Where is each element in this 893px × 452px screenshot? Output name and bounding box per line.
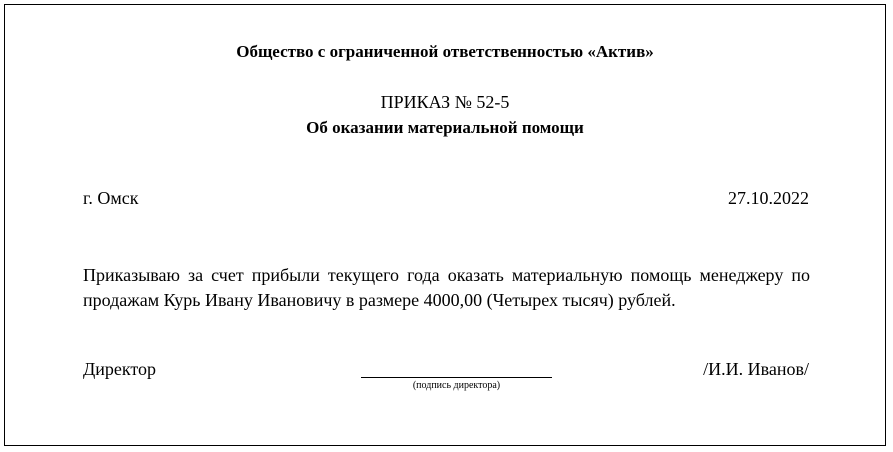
signature-caption: (подпись директора) (412, 380, 501, 391)
order-date: 27.10.2022 (728, 188, 809, 208)
order-title: ПРИКАЗ № 52-5 (380, 92, 510, 112)
signatory-position: Директор (83, 359, 157, 379)
document-page (4, 4, 886, 446)
city: г. Омск (83, 188, 139, 208)
order-body-text: Приказываю за счет прибыли текущего года оказать материальную помощь менеджеру по продажам Курь Ивану Ивановичу в размере 4000,00 (Четырех тысяч) рублей. (83, 265, 810, 310)
order-subject: Об оказании материальной помощи (306, 118, 584, 137)
signature-line (361, 377, 552, 378)
organization-name: Общество с ограниченной ответственностью «Актив» (236, 42, 654, 61)
signatory-name: /И.И. Иванов/ (703, 359, 809, 379)
